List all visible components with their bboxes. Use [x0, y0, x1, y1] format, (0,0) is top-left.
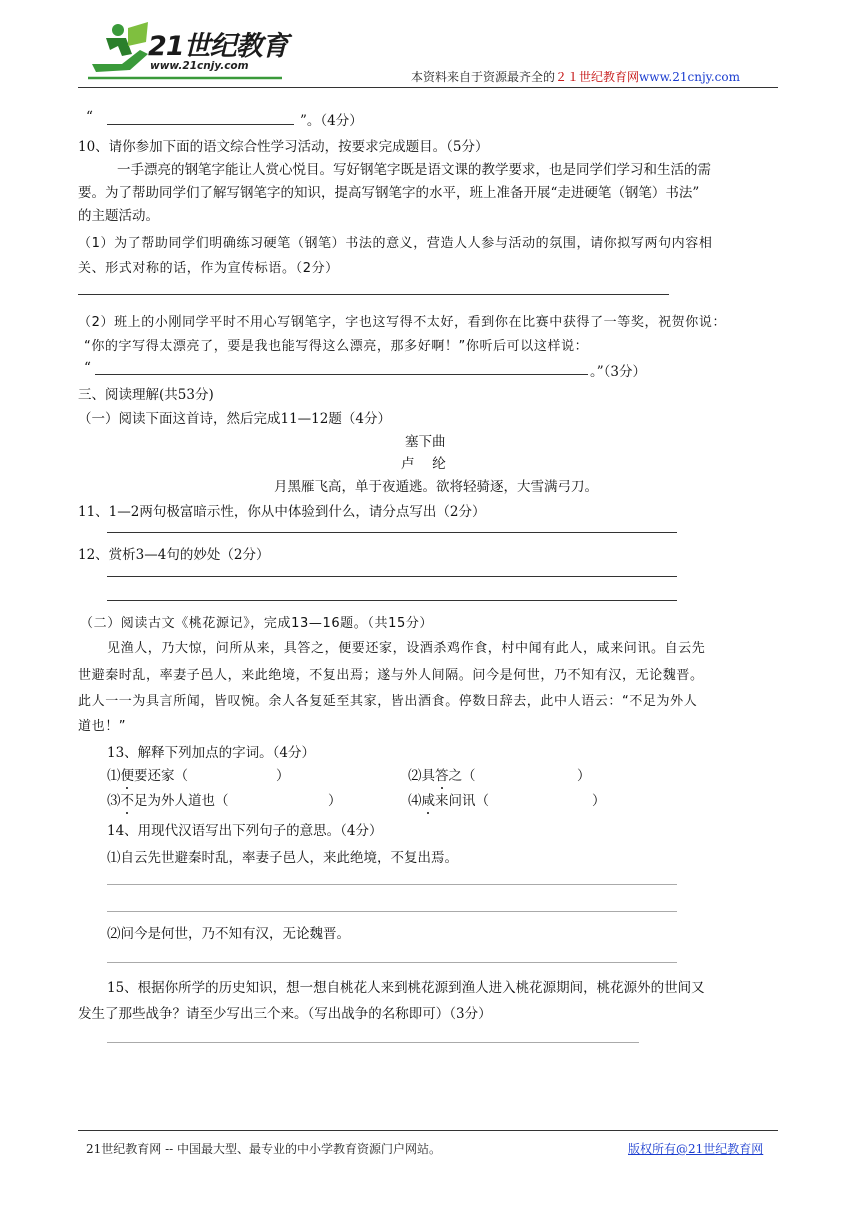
part2-title: （二）阅读古文《桃花源记》，完成13—16题。（共15分）	[80, 616, 434, 631]
poem-body: 月黑雁飞高，单于夜遁逃。欲将轻骑逐，大雪满弓刀。	[274, 479, 598, 495]
q13-item-4: ⑷咸来问讯（	[408, 793, 489, 809]
q15-line-1: 15、根据你所学的历史知识，想一想自桃花人来到桃花源到渔人进入桃花源期间，桃花源外的世间又	[107, 980, 705, 996]
q13-item-3: ⑶不足为外人道也（	[107, 793, 229, 809]
q14-sentence-2: ⑵问今是何世，乃不知有汉，无论魏晋。	[107, 926, 350, 942]
q9-answer-line[interactable]	[107, 124, 294, 125]
header-rule	[78, 87, 778, 88]
passage-line-1: 见渔人，乃大惊，问所从来，具答之，便要还家，设酒杀鸡作食，村中闻有此人，咸来问讯。自云先	[107, 641, 706, 656]
q13-item-1-close: ）	[276, 768, 290, 784]
dotted-char: 便	[120, 768, 134, 784]
q10-part1-line1: （1）为了帮助同学们明确练习硬笔（钢笔）书法的意义，营造人人参与活动的氛围，请你拟写两句内容相	[78, 236, 713, 251]
q10-title: 10、请你参加下面的语文综合性学习活动，按要求完成题目。（5分）	[78, 139, 489, 155]
passage-line-4: 道也！”	[78, 719, 127, 734]
section3-title: 三、阅读理解(共53分)	[78, 387, 214, 403]
footer-text: 21世纪教育网 -- 中国最大型、最专业的中小学教育资源门户网站。	[86, 1142, 442, 1156]
q15-line-2: 发生了那些战争？请至少写出三个来。（写出战争的名称即可）（3分）	[78, 1006, 492, 1022]
logo-url: www.21cnjy.com	[150, 60, 249, 72]
dotted-char: 答	[435, 768, 449, 784]
passage-line-2: 世避秦时乱，率妻子邑人，来此绝境，不复出焉；遂与外人间隔。问今是何世，乃不知有汉，无论魏晋。	[78, 668, 704, 683]
q10-part1-line2: 关、形式对称的话，作为宣传标语。（2分）	[78, 261, 339, 276]
q14-1-answer-line-2[interactable]	[107, 911, 677, 912]
q10-part2-open-quote: “	[84, 360, 91, 376]
q10-intro-1: 一手漂亮的钢笔字能让人赏心悦目。写好钢笔字既是语文课的教学要求，也是同学们学习和生活的需	[117, 162, 711, 178]
dotted-char: 咸	[421, 793, 435, 809]
footer-rule	[78, 1130, 778, 1131]
q12-text: 12、赏析3—4句的妙处（2分）	[78, 547, 270, 563]
dotted-char: 不	[120, 793, 134, 809]
logo-text: 21世纪教育	[148, 31, 288, 62]
q10-part1-answer-line[interactable]	[78, 294, 669, 295]
q14-2-answer-line[interactable]	[107, 962, 677, 963]
poem-author: 卢 纶	[401, 456, 446, 472]
q13-text: 13、解释下列加点的字词。（4分）	[107, 745, 316, 761]
part1-title: （一）阅读下面这首诗，然后完成11—12题（4分）	[78, 411, 391, 427]
q13-item-2-close: ）	[577, 768, 591, 784]
q10-part2-answer-line[interactable]	[95, 374, 588, 375]
q13-item-4-close: ）	[592, 793, 606, 809]
q11-answer-line[interactable]	[107, 532, 677, 533]
q13-item-1: ⑴便要还家（	[107, 768, 188, 784]
q10-part2-line2: “你的字写得太漂亮了，要是我也能写得这么漂亮，那多好啊！”你听后可以这样说：	[84, 339, 589, 354]
q14-sentence-1: ⑴自云先世避秦时乱，率妻子邑人，来此绝境，不复出焉。	[107, 850, 458, 866]
q9-open-quote: “	[86, 109, 93, 125]
header-source	[411, 68, 740, 85]
q11-text: 11、1—2两句极富暗示性，你从中体验到什么，请分点写出（2分）	[78, 504, 486, 520]
q9-close: ”。（4分）	[300, 113, 363, 129]
q10-part2-line1: （2）班上的小刚同学平时不用心写钢笔字，字也这写得不太好，看到你在比赛中获得了一等奖，祝贺你说：	[78, 315, 727, 330]
q13-item-3-close: ）	[328, 793, 342, 809]
q12-answer-line-1[interactable]	[107, 576, 677, 577]
q13-item-2: ⑵具答之（	[408, 768, 476, 784]
q10-part2-close: 。”（3分）	[590, 364, 646, 380]
poem-title: 塞下曲	[405, 434, 446, 450]
footer-copyright-link[interactable]: 版权所有@21世纪教育网	[628, 1142, 764, 1156]
source-site-name: ２１世纪教育网	[555, 70, 640, 84]
q14-1-answer-line-1[interactable]	[107, 884, 677, 885]
q12-answer-line-2[interactable]	[107, 600, 677, 601]
q15-answer-line[interactable]	[107, 1042, 639, 1043]
source-prefix: 本资料来自于资源最齐全的	[411, 70, 556, 84]
q14-text: 14、用现代汉语写出下列句子的意思。（4分）	[107, 823, 383, 839]
source-link[interactable]: www.21cnjy.com	[639, 70, 740, 84]
passage-line-3: 此人一一为具言所闻，皆叹惋。余人各复延至其家，皆出酒食。停数日辞去，此中人语云：“不足为外人	[78, 694, 698, 709]
q10-intro-3: 的主题活动。	[78, 208, 159, 224]
q10-intro-2: 要。为了帮助同学们了解写钢笔字的知识，提高写钢笔字的水平，班上准备开展“走进硬笔（钢笔）书法”	[78, 185, 700, 201]
